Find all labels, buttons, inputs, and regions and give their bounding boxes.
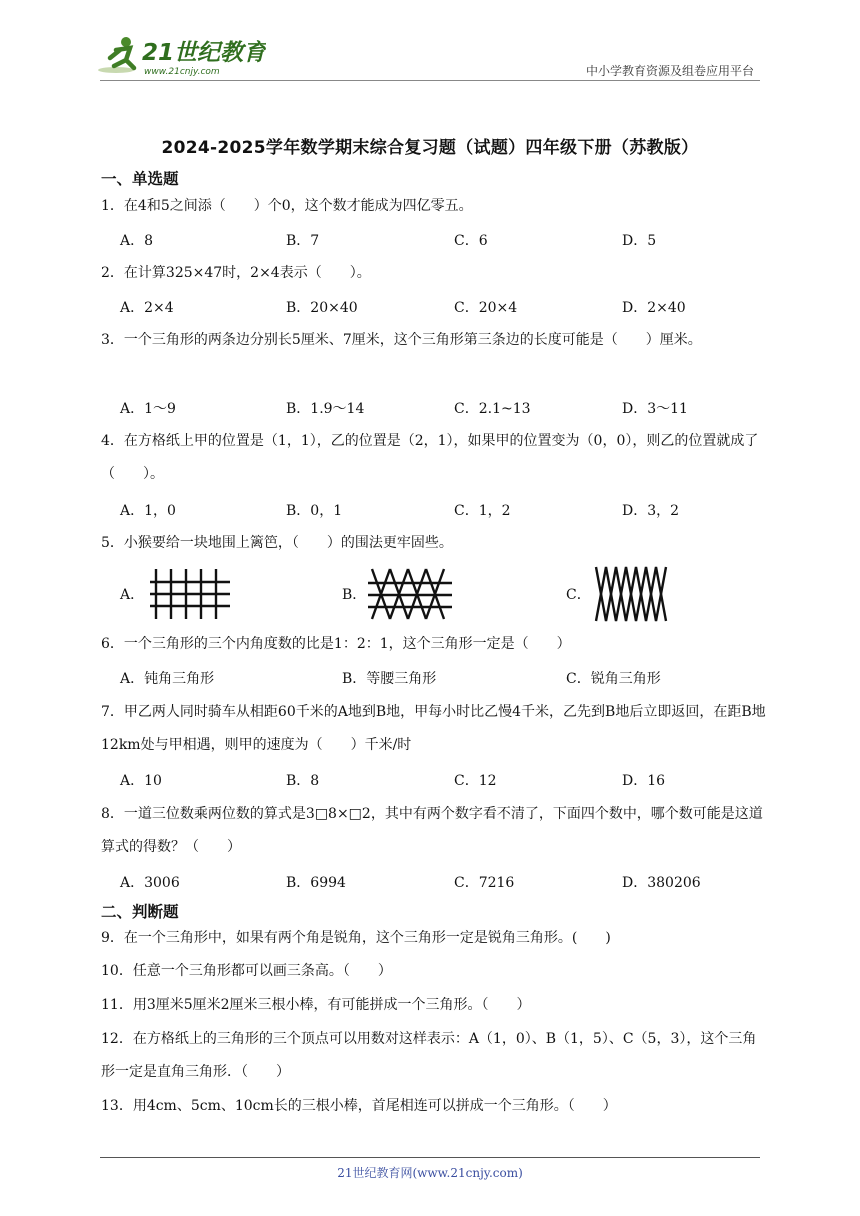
option-a[interactable]: A．钝角三角形 bbox=[120, 671, 215, 687]
option-c[interactable]: C．锐角三角形 bbox=[566, 671, 661, 687]
option-d[interactable]: D．3～11 bbox=[622, 401, 688, 417]
option-c[interactable]: C．7216 bbox=[454, 875, 515, 891]
svg-text:21世纪教育: 21世纪教育 bbox=[142, 40, 266, 66]
question-1-options bbox=[120, 230, 760, 252]
runner-logo-icon bbox=[96, 34, 266, 78]
question-6-options bbox=[120, 668, 760, 690]
option-b[interactable]: B．0，1 bbox=[286, 503, 343, 519]
option-d[interactable]: D．3，2 bbox=[622, 503, 680, 519]
question-12: 12．在方格纸上的三角形的三个顶点可以用数对这样表示：A（1，0）、B（1，5）、C（5，3），这个三角形一定是直角三角形．（ ） bbox=[101, 1031, 757, 1080]
option-c[interactable]: C．1，2 bbox=[454, 503, 511, 519]
option-c[interactable]: C．2.1~13 bbox=[454, 401, 531, 417]
page-title: 2024-2025学年数学期末综合复习题（试题）四年级下册（苏教版） bbox=[161, 138, 699, 158]
question-4-options bbox=[120, 500, 760, 522]
braced-fence-icon bbox=[366, 565, 456, 625]
header-divider bbox=[100, 80, 760, 81]
svg-text:www.21cnjy.com: www.21cnjy.com bbox=[144, 67, 220, 77]
question-11: 11．用3厘米5厘米2厘米三根小棒，有可能拼成一个三角形。（ ） bbox=[101, 997, 531, 1013]
option-a[interactable]: A．3006 bbox=[120, 875, 180, 891]
option-d[interactable]: D．2×40 bbox=[622, 300, 686, 316]
option-d[interactable]: D．16 bbox=[622, 773, 666, 789]
question-3-options bbox=[120, 398, 760, 420]
option-a[interactable]: A．8 bbox=[120, 233, 154, 249]
question-8-options bbox=[120, 872, 760, 894]
footer-divider bbox=[100, 1157, 760, 1158]
zigzag-fence-icon bbox=[592, 565, 672, 625]
question-1: 1．在4和5之间添（ ）个0，这个数才能成为四亿零五。 bbox=[101, 198, 473, 214]
question-3: 3．一个三角形的两条边分别长5厘米、7厘米，这个三角形第三条边的长度可能是（ ）厘米。 bbox=[101, 332, 702, 348]
question-7-options bbox=[120, 770, 760, 792]
option-b[interactable]: B．20×40 bbox=[286, 300, 358, 316]
question-4: 4．在方格纸上甲的位置是（1，1），乙的位置是（2，1），如果甲的位置变为（0，0），则乙的位置就成了（ ）。 bbox=[101, 433, 759, 482]
question-8: 8．一道三位数乘两位数的算式是3□8×□2，其中有两个数字看不清了，下面四个数中，哪个数可能是这道算式的得数？（ ） bbox=[101, 806, 763, 855]
question-10: 10．任意一个三角形都可以画三条高。（ ） bbox=[101, 963, 392, 979]
section-heading-true-false: 二、判断题 bbox=[101, 903, 179, 921]
site-logo[interactable] bbox=[96, 34, 266, 78]
section-heading-single-choice: 一、单选题 bbox=[101, 170, 179, 188]
footer-link[interactable]: 21世纪教育网(www.21cnjy.com) bbox=[337, 1166, 523, 1180]
question-6: 6．一个三角形的三个内角度数的比是1：2：1，这个三角形一定是（ ） bbox=[101, 636, 571, 652]
question-13: 13．用4cm、5cm、10cm长的三根小棒，首尾相连可以拼成一个三角形。（ ） bbox=[101, 1098, 617, 1114]
option-c-label: C． bbox=[566, 587, 591, 603]
option-a[interactable]: A．2×4 bbox=[120, 300, 174, 316]
option-b[interactable]: B．6994 bbox=[286, 875, 346, 891]
option-b[interactable]: B．7 bbox=[286, 233, 320, 249]
option-a-label: A． bbox=[120, 587, 145, 603]
option-b[interactable]: B．1.9～14 bbox=[286, 401, 365, 417]
option-a[interactable]: A．1，0 bbox=[120, 503, 176, 519]
option-b[interactable]: B．等腰三角形 bbox=[342, 671, 437, 687]
fence-options bbox=[120, 565, 680, 625]
option-d[interactable]: D．5 bbox=[622, 233, 657, 249]
option-b-label: B． bbox=[342, 587, 367, 603]
option-a[interactable]: A．1～9 bbox=[120, 401, 176, 417]
question-7: 7．甲乙两人同时骑车从相距60千米的A地到B地，甲每小时比乙慢4千米，乙先到B地后立即返回，在距B地12km处与甲相遇，则甲的速度为（ ）千米/时 bbox=[101, 704, 766, 753]
question-2: 2．在计算325×47时，2×4表示（ ）。 bbox=[101, 265, 371, 281]
grid-fence-icon bbox=[148, 565, 232, 625]
option-c[interactable]: C．20×4 bbox=[454, 300, 518, 316]
option-a[interactable]: A．10 bbox=[120, 773, 162, 789]
question-9: 9．在一个三角形中，如果有两个角是锐角，这个三角形一定是锐角三角形。( ) bbox=[101, 930, 611, 946]
question-5: 5．小猴要给一块地围上篱笆，（ ）的围法更牢固些。 bbox=[101, 535, 453, 551]
option-d[interactable]: D．380206 bbox=[622, 875, 701, 891]
site-name: 中小学教育资源及组卷应用平台 bbox=[585, 64, 754, 78]
option-c[interactable]: C．6 bbox=[454, 233, 488, 249]
option-c[interactable]: C．12 bbox=[454, 773, 497, 789]
option-b[interactable]: B．8 bbox=[286, 773, 320, 789]
question-2-options bbox=[120, 297, 760, 319]
